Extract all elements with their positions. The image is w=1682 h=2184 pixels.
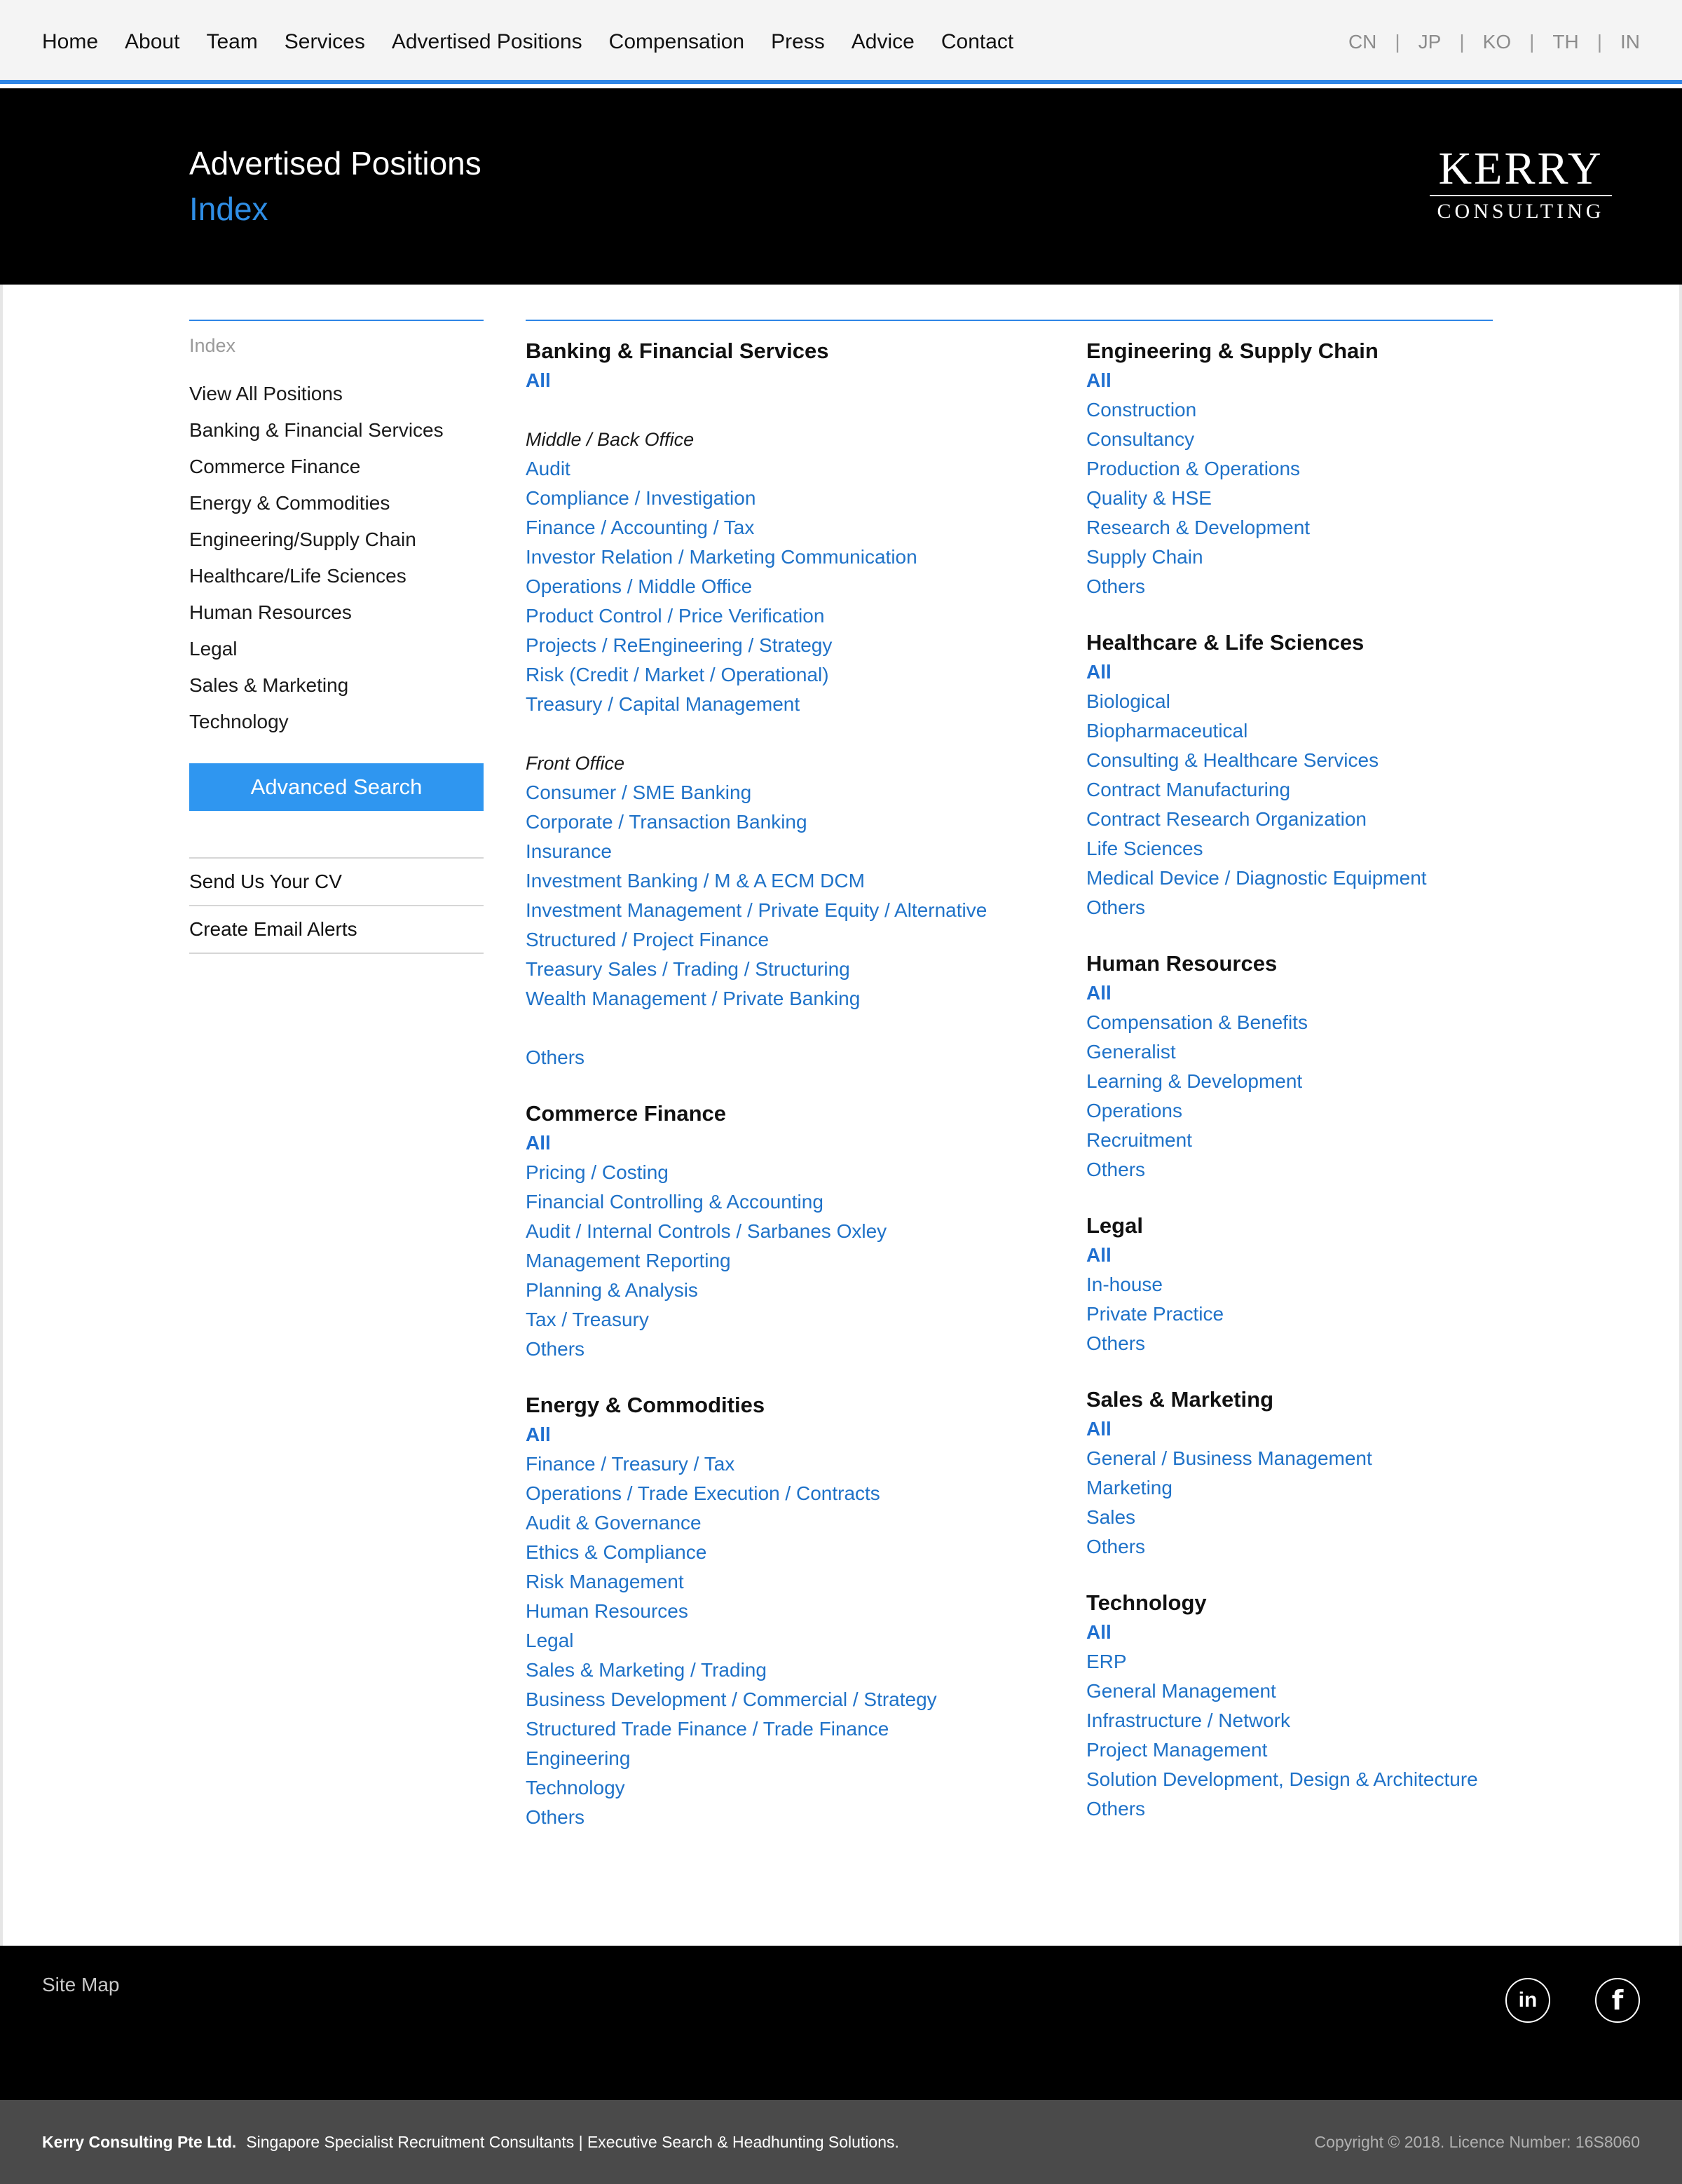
category-link[interactable]: Sales: [1086, 1506, 1136, 1528]
sidebar-item-energy[interactable]: Energy & Commodities: [189, 492, 390, 514]
sidebar-category-list: [189, 382, 484, 746]
category-link[interactable]: Contract Manufacturing: [1086, 779, 1291, 800]
logo-subtext: CONSULTING: [1437, 200, 1605, 223]
category-link-list: [526, 366, 1058, 1072]
category-link[interactable]: Corporate / Transaction Banking: [526, 811, 807, 833]
category-link[interactable]: In-house: [1086, 1274, 1163, 1295]
sidebar-item-legal[interactable]: Legal: [189, 638, 238, 660]
category-link[interactable]: Private Practice: [1086, 1303, 1224, 1325]
category-link[interactable]: Investment Banking / M & A ECM DCM: [526, 870, 865, 892]
category-link[interactable]: Contract Research Organization: [1086, 808, 1367, 830]
sidebar-item-view-all[interactable]: View All Positions: [189, 383, 343, 404]
category-group: [526, 1099, 1058, 1364]
category-link[interactable]: Tax / Treasury: [526, 1309, 649, 1330]
email-alerts-link[interactable]: Create Email Alerts: [189, 906, 484, 954]
category-link-list: [1086, 1414, 1619, 1562]
company-name: Kerry Consulting Pte Ltd.: [42, 2133, 237, 2151]
category-all-link[interactable]: All: [526, 1132, 551, 1154]
facebook-icon[interactable]: f: [1595, 1978, 1640, 2023]
category-group-banking: [526, 336, 1058, 1072]
category-link[interactable]: Treasury / Capital Management: [526, 693, 800, 715]
category-link[interactable]: Wealth Management / Private Banking: [526, 988, 861, 1009]
category-link-list: [1086, 1241, 1619, 1358]
category-title: Legal: [1086, 1213, 1143, 1238]
category-all-link[interactable]: All: [526, 1424, 551, 1445]
category-link[interactable]: Audit & Governance: [526, 1512, 702, 1534]
subcategory-heading: Front Office: [526, 753, 625, 774]
category-title: Energy & Commodities: [526, 1393, 765, 1417]
sidebar-item-technology[interactable]: Technology: [189, 711, 289, 732]
nav-contact[interactable]: Contact: [941, 30, 1014, 53]
category-link[interactable]: Others: [1086, 1536, 1146, 1557]
category-link[interactable]: Research & Development: [1086, 517, 1311, 538]
category-link[interactable]: Legal: [526, 1630, 574, 1651]
category-link-list: [526, 1420, 1058, 1832]
category-link-list: [526, 1128, 1058, 1364]
category-link[interactable]: ERP: [1086, 1651, 1127, 1672]
category-link[interactable]: Life Sciences: [1086, 838, 1203, 859]
category-group: [1086, 949, 1619, 1185]
lang-th[interactable]: TH: [1552, 31, 1579, 53]
sidebar-index-label: Index: [189, 335, 236, 356]
category-title: Engineering & Supply Chain: [1086, 339, 1379, 363]
category-link-list: [1086, 657, 1619, 922]
category-link[interactable]: Project Management: [1086, 1739, 1268, 1761]
category-link[interactable]: Finance / Treasury / Tax: [526, 1453, 735, 1475]
category-group: [1086, 1588, 1619, 1824]
linkedin-icon[interactable]: in: [1505, 1978, 1550, 2023]
category-link[interactable]: Solution Development, Design & Architecture: [1086, 1768, 1478, 1790]
category-group: [1086, 1385, 1619, 1562]
page-subtitle: Index: [189, 191, 268, 227]
category-link[interactable]: Biopharmaceutical: [1086, 720, 1248, 742]
category-link[interactable]: Risk Management: [526, 1571, 684, 1592]
company-info: [42, 2100, 899, 2184]
sidebar: [189, 320, 484, 954]
category-link[interactable]: Others: [1086, 1798, 1146, 1820]
sidebar-divider: [189, 320, 484, 321]
category-link[interactable]: Insurance: [526, 840, 612, 862]
category-link[interactable]: Supply Chain: [1086, 546, 1203, 568]
category-link[interactable]: Investor Relation / Marketing Communication: [526, 546, 917, 568]
lang-separator: |: [1459, 31, 1465, 53]
nav-team[interactable]: Team: [206, 30, 258, 53]
category-link[interactable]: Consulting & Healthcare Services: [1086, 749, 1379, 771]
category-link[interactable]: Investment Management / Private Equity / Alternative: [526, 899, 987, 921]
category-link[interactable]: Biological: [1086, 690, 1170, 712]
category-link[interactable]: Financial Controlling & Accounting: [526, 1191, 823, 1213]
lang-jp[interactable]: JP: [1418, 31, 1442, 53]
category-link[interactable]: Operations: [1086, 1100, 1182, 1121]
subcategory-heading: Middle / Back Office: [526, 429, 695, 450]
category-link[interactable]: Infrastructure / Network: [1086, 1709, 1290, 1731]
category-link[interactable]: Planning & Analysis: [526, 1279, 698, 1301]
language-switcher: [1348, 0, 1640, 84]
category-link[interactable]: Finance / Accounting / Tax: [526, 517, 755, 538]
send-cv-link[interactable]: Send Us Your CV: [189, 859, 484, 906]
lang-ko[interactable]: KO: [1482, 31, 1512, 53]
category-link[interactable]: Management Reporting: [526, 1250, 731, 1271]
category-link[interactable]: Human Resources: [526, 1600, 688, 1622]
category-all-link[interactable]: All: [1086, 1418, 1112, 1440]
category-link[interactable]: Production & Operations: [1086, 458, 1301, 479]
bottom-bar: [0, 2100, 1682, 2184]
category-link[interactable]: Generalist: [1086, 1041, 1176, 1063]
sidebar-item-human-resources[interactable]: Human Resources: [189, 601, 352, 623]
lang-in[interactable]: IN: [1620, 31, 1640, 53]
sidebar-item-engineering[interactable]: Engineering/Supply Chain: [189, 528, 416, 550]
category-link[interactable]: Risk (Credit / Market / Operational): [526, 664, 829, 685]
right-group-container: [1086, 336, 1619, 1824]
nav-advice[interactable]: Advice: [851, 30, 915, 53]
sidebar-item-banking[interactable]: Banking & Financial Services: [189, 419, 444, 441]
category-title: Sales & Marketing: [1086, 1387, 1274, 1412]
category-link[interactable]: Audit: [526, 458, 570, 479]
category-title: Human Resources: [1086, 951, 1278, 976]
category-link-list: [1086, 366, 1619, 601]
category-link[interactable]: Consumer / SME Banking: [526, 782, 752, 803]
front-office-list: [526, 778, 1058, 1013]
category-group: [526, 1391, 1058, 1832]
nav-compensation[interactable]: Compensation: [608, 30, 745, 53]
left-group-container: [526, 1099, 1058, 1832]
category-group: [1086, 628, 1619, 922]
category-title: Banking & Financial Services: [526, 339, 829, 363]
page-header: [0, 88, 1682, 285]
company-tagline: Singapore Specialist Recruitment Consultants | Executive Search & Headhunting Solutions.: [246, 2133, 899, 2151]
category-link[interactable]: Engineering: [526, 1747, 631, 1769]
category-link[interactable]: Recruitment: [1086, 1129, 1192, 1151]
category-all-link[interactable]: All: [1086, 661, 1112, 683]
category-all-link[interactable]: All: [1086, 982, 1112, 1004]
sidebar-action-links: [189, 857, 484, 954]
nav-home[interactable]: Home: [42, 30, 99, 53]
sidebar-item-sales-marketing[interactable]: Sales & Marketing: [189, 674, 349, 696]
category-link[interactable]: Audit / Internal Controls / Sarbanes Oxley: [526, 1220, 887, 1242]
category-link[interactable]: Ethics & Compliance: [526, 1541, 707, 1563]
category-group: [1086, 1211, 1619, 1358]
category-link[interactable]: Pricing / Costing: [526, 1161, 669, 1183]
sidebar-item-commerce-finance[interactable]: Commerce Finance: [189, 456, 361, 477]
category-link[interactable]: Projects / ReEngineering / Strategy: [526, 634, 833, 656]
category-link-list: [1086, 1618, 1619, 1824]
nav-press[interactable]: Press: [771, 30, 825, 53]
left-column: [526, 336, 1058, 1859]
copyright-text: Copyright © 2018. Licence Number: 16S8060: [1314, 2133, 1640, 2151]
category-link[interactable]: Structured / Project Finance: [526, 929, 770, 950]
category-link[interactable]: Marketing: [1086, 1477, 1172, 1499]
lang-separator: |: [1596, 31, 1602, 53]
page-title: Advertised Positions: [189, 145, 481, 182]
category-link[interactable]: Quality & HSE: [1086, 487, 1212, 509]
list-spacer: [526, 1013, 1058, 1043]
category-link[interactable]: Structured Trade Finance / Trade Finance: [526, 1718, 889, 1740]
kerry-consulting-logo[interactable]: [1430, 143, 1612, 223]
category-link[interactable]: Others: [1086, 896, 1146, 918]
category-link[interactable]: Treasury Sales / Trading / Structuring: [526, 958, 850, 980]
category-all-link[interactable]: All: [1086, 369, 1112, 391]
nav-about[interactable]: About: [125, 30, 180, 53]
category-link[interactable]: Business Development / Commercial / Strategy: [526, 1688, 937, 1710]
category-title: Healthcare & Life Sciences: [1086, 630, 1365, 655]
middle-office-list: [526, 454, 1058, 719]
main-divider: [526, 320, 1493, 321]
category-group: [1086, 336, 1619, 601]
lang-separator: |: [1529, 31, 1535, 53]
footer: [0, 1946, 1682, 2100]
category-link[interactable]: Compliance / Investigation: [526, 487, 756, 509]
category-all-link[interactable]: All: [526, 369, 551, 391]
category-title: Commerce Finance: [526, 1101, 726, 1126]
category-link[interactable]: Medical Device / Diagnostic Equipment: [1086, 867, 1427, 889]
category-link[interactable]: Others: [526, 1338, 585, 1360]
category-link[interactable]: Learning & Development: [1086, 1070, 1303, 1092]
category-link[interactable]: Others: [1086, 1159, 1146, 1180]
category-link[interactable]: Compensation & Benefits: [1086, 1011, 1308, 1033]
category-link-list: [1086, 978, 1619, 1185]
category-link[interactable]: General / Business Management: [1086, 1447, 1372, 1469]
category-link[interactable]: Others: [1086, 1332, 1146, 1354]
lang-separator: |: [1395, 31, 1400, 53]
category-link[interactable]: Technology: [526, 1777, 625, 1799]
lang-cn[interactable]: CN: [1348, 31, 1377, 53]
category-link[interactable]: Others: [1086, 575, 1146, 597]
category-link[interactable]: Operations / Middle Office: [526, 575, 753, 597]
right-column: [1086, 336, 1619, 1850]
category-link[interactable]: Operations / Trade Execution / Contracts: [526, 1482, 880, 1504]
category-link[interactable]: Sales & Marketing / Trading: [526, 1659, 767, 1681]
category-link[interactable]: Construction: [1086, 399, 1197, 421]
logo-rule: [1430, 195, 1612, 196]
category-link[interactable]: Others: [526, 1806, 585, 1828]
nav-services[interactable]: Services: [284, 30, 365, 53]
category-link[interactable]: Product Control / Price Verification: [526, 605, 825, 627]
advanced-search-button[interactable]: Advanced Search: [189, 763, 484, 811]
sidebar-item-healthcare[interactable]: Healthcare/Life Sciences: [189, 565, 406, 587]
category-title: Technology: [1086, 1590, 1207, 1615]
logo-wordmark: KERRY: [1438, 143, 1604, 194]
category-link[interactable]: General Management: [1086, 1680, 1276, 1702]
top-navigation: [0, 0, 1682, 84]
category-link[interactable]: Consultancy: [1086, 428, 1195, 450]
main-menu: [42, 0, 1040, 84]
category-link[interactable]: Others: [526, 1046, 585, 1068]
nav-advertised-positions[interactable]: Advertised Positions: [391, 30, 582, 53]
sitemap-link[interactable]: Site Map: [42, 1974, 120, 1995]
category-all-link[interactable]: All: [1086, 1621, 1112, 1643]
category-all-link[interactable]: All: [1086, 1244, 1112, 1266]
